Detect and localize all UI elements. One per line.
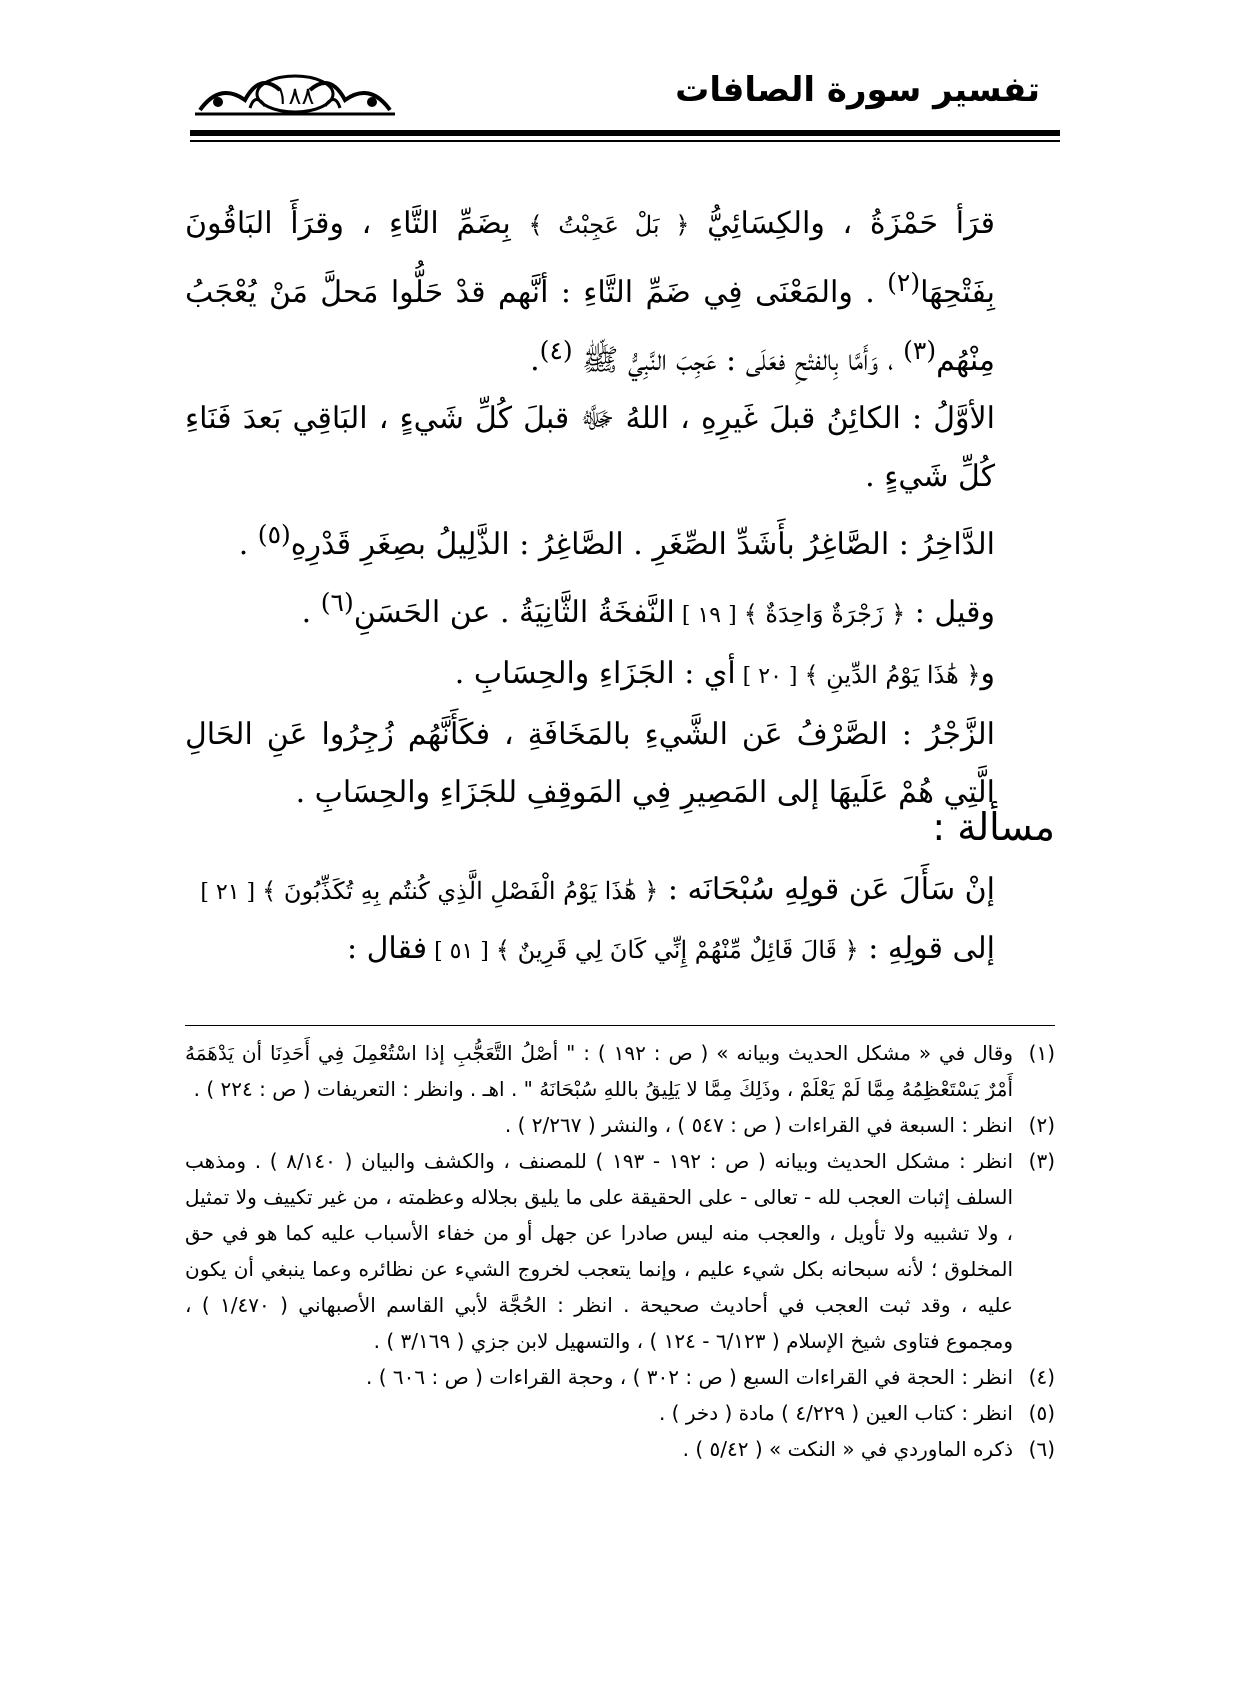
footnote-marker[interactable]: (٢) [887, 268, 921, 297]
footnote-marker[interactable]: (٤) [539, 336, 573, 365]
footnote-number: (٢) [1028, 1113, 1055, 1137]
footnote-number: (٤) [1028, 1365, 1055, 1389]
paragraph-zajr: الزَّجْرُ : الصَّرْفُ عَن الشَّيءِ بالمَخَافَةِ ، فكَأَنَّهُم زُجِرُوا عَنِ الحَالِ الَّتِي هُمْ عَلَيهَا إلى المَصِيرِ فِي المَوقِفِ للجَزَاءِ والحِسَابِ . [185, 717, 995, 810]
text-span: و [980, 656, 995, 691]
header-rule-thick [190, 130, 1060, 136]
footnote [185, 1431, 1055, 1467]
text-span: إلى قولِهِ : [858, 931, 995, 966]
verse-ref: [ ٢٠ ] [735, 664, 805, 689]
footnote-number: (٥) [1028, 1401, 1055, 1425]
text-span: وقيل : [905, 595, 995, 630]
footnote-text: انظر : الحجة في القراءات السبع ( ص : ٣٠٢ ) ، وحجة القراءات ( ص : ٦٠٦ ) . [366, 1365, 1013, 1389]
text-span: . [238, 527, 258, 562]
header-rule-thin [190, 140, 1060, 142]
section-heading: مسألة : [932, 805, 1055, 849]
text-span: . والمَعْنَى فِي ضَمِّ التَّاءِ : أنَّهم قدْ حَلُّوا مَحلَّ مَنْ يُعْجَبُ مِنْهُم [185, 275, 995, 378]
paragraph-reading [185, 195, 1055, 390]
page-title: تفسير سورة الصافات [675, 70, 1040, 110]
body-text [185, 195, 1055, 822]
paragraph-dakhir [185, 506, 1055, 574]
footnote-number: (٦) [1028, 1437, 1055, 1461]
text-span: بِضَمِّ التَّاءِ ، وقرَأَ البَاقُونَ بِفَتْحِهَا [185, 206, 995, 310]
quran-quote: ﴿ قَالَ قَائِلٌ مِّنْهُمْ إِنِّي كَانَ لِي قَرِينٌ ﴾ [495, 936, 859, 964]
footnote [185, 1395, 1055, 1431]
footnote-text: انظر : السبعة في القراءات ( ص : ٥٤٧ ) ، والنشر ( ٢/٢٦٧ ) . [504, 1113, 1013, 1137]
paragraph-awwal: الأوَّلُ : الكائِنُ قبلَ غَيرِهِ ، اللهُ ﷻ قبلَ كُلِّ شَيءٍ ، البَاقِي بَعدَ فَنَاءِ كُلِّ شَيءٍ . [185, 401, 995, 494]
footnote [185, 1035, 1055, 1107]
footnote-separator [185, 1025, 1055, 1026]
footnote [185, 1359, 1055, 1395]
text-span: النَّفخَةُ الثَّانِيَةُ . عن الحَسَنِ [353, 595, 675, 630]
paragraph-zajra [185, 574, 1055, 645]
text-span: . [301, 595, 321, 630]
verse-ref: [ ١٩ ] [674, 603, 744, 628]
footnote-text: وقال في « مشكل الحديث وبيانه » ( ص : ١٩٢ ) : " أصْلُ التَّعَجُّبِ إذا اسْتُعْمِلَ فِي أَحَدِنَا أن يَدْهَمَهُ أَمْرٌ يَسْتَعْظِمُهُ مِمَّا لَمْ يَعْلَمْ ، وذَلِكَ مِمَّا لا يَلِيقُ باللهِ سُبْحَانَهُ " . اهـ . وانظر : التعريفات ( ص : ٢٢٤ ) . [185, 1041, 1013, 1101]
footnote-text: انظر : مشكل الحديث وبيانه ( ص : ١٩٢ - ١٩٣ ) للمصنف ، والكشف والبيان ( ٨/١٤٠ ) . ومذهب السلف إثبات العجب لله - تعالى - على الحقيقة على ما يليق بجلاله وعظمته ، من غير تكييف ولا تمثيل ، ولا تشبيه ولا تأويل ، والعجب منه ليس صادرا عن جهل أو من خفاء الأسباب عليه كما هو في حق المخلوق ؛ لأنه سبحانه بكل شيء عليم ، وإنما يتعجب لخروج الشيء عن نظائره وعما ينبغي أن يكون عليه ، وقد ثبت العجب في أحاديث صحيحة . انظر : الحُجَّة لأبي القاسم الأصبهاني ( ١/٤٧٠ ) ، ومجموع فتاوى شيخ الإسلام ( ٦/١٢٣ - ١٢٤ ) ، والتسهيل لابن جزي ( ٣/١٦٩ ) . [185, 1149, 1014, 1353]
text-span: إنْ سَأَلَ عَن قولِهِ سُبْحَانَه : [658, 872, 995, 907]
text-span: أي : الجَزَاءِ والحِسَابِ . [454, 656, 736, 691]
text-span: قرَأ حَمْزَةُ ، والكِسَائِيُّ [689, 206, 995, 241]
page-number: ١٨٨ [275, 82, 315, 110]
footnote-marker[interactable]: (٦) [320, 588, 354, 617]
footnote-text: انظر : كتاب العين ( ٤/٢٢٩ ) مادة ( دخر ) . [658, 1401, 1013, 1425]
footnote-marker[interactable]: (٣) [903, 336, 937, 365]
masala-paragraph [185, 862, 1055, 980]
footnote-text: ذكره الماوردي في « النكت » ( ٥/٤٢ ) . [682, 1437, 1013, 1461]
text-span: . [530, 343, 540, 378]
paragraph-yawm-din [185, 645, 1055, 706]
quran-quote: ﴿ زَجْرَةٌ وَاحِدَةٌ ﴾ [743, 600, 906, 628]
quran-quote: ﴿ هَٰذَا يَوْمُ الدِّينِ ﴾ [804, 661, 981, 689]
quran-quote: ﴿ بَلْ عَجِبْتُ ﴾ [528, 211, 690, 239]
verse-ref: [ ٢١ ] [200, 880, 263, 905]
page-header [0, 60, 1240, 140]
footnote-marker[interactable]: (٥) [257, 520, 291, 549]
text-span: الدَّاخِرُ : الصَّاغِرُ بأَشَدِّ الصِّغَرِ . الصَّاغِرُ : الذَّلِيلُ بصِغَرِ قَدْرِهِ [290, 527, 995, 562]
masala-text [185, 862, 1055, 980]
footnote-number: (٣) [1028, 1149, 1055, 1173]
footnote-number: (١) [1028, 1041, 1055, 1065]
verse-ref: [ ٥١ ] [427, 939, 496, 964]
quran-quote: ﴿ هَٰذَا يَوْمُ الْفَصْلِ الَّذِي كُنتُم بِهِ تُكَذِّبُونَ ﴾ [262, 877, 659, 905]
text-span: فقال : [346, 931, 428, 966]
footnote [185, 1107, 1055, 1143]
footnotes [185, 1035, 1055, 1467]
footnote [185, 1143, 1055, 1359]
text-span: ، وَأَمَّا بِالفتْحِ فعَلَى : عَجِبَ النَّبِيُّ ﷺ [572, 343, 904, 378]
